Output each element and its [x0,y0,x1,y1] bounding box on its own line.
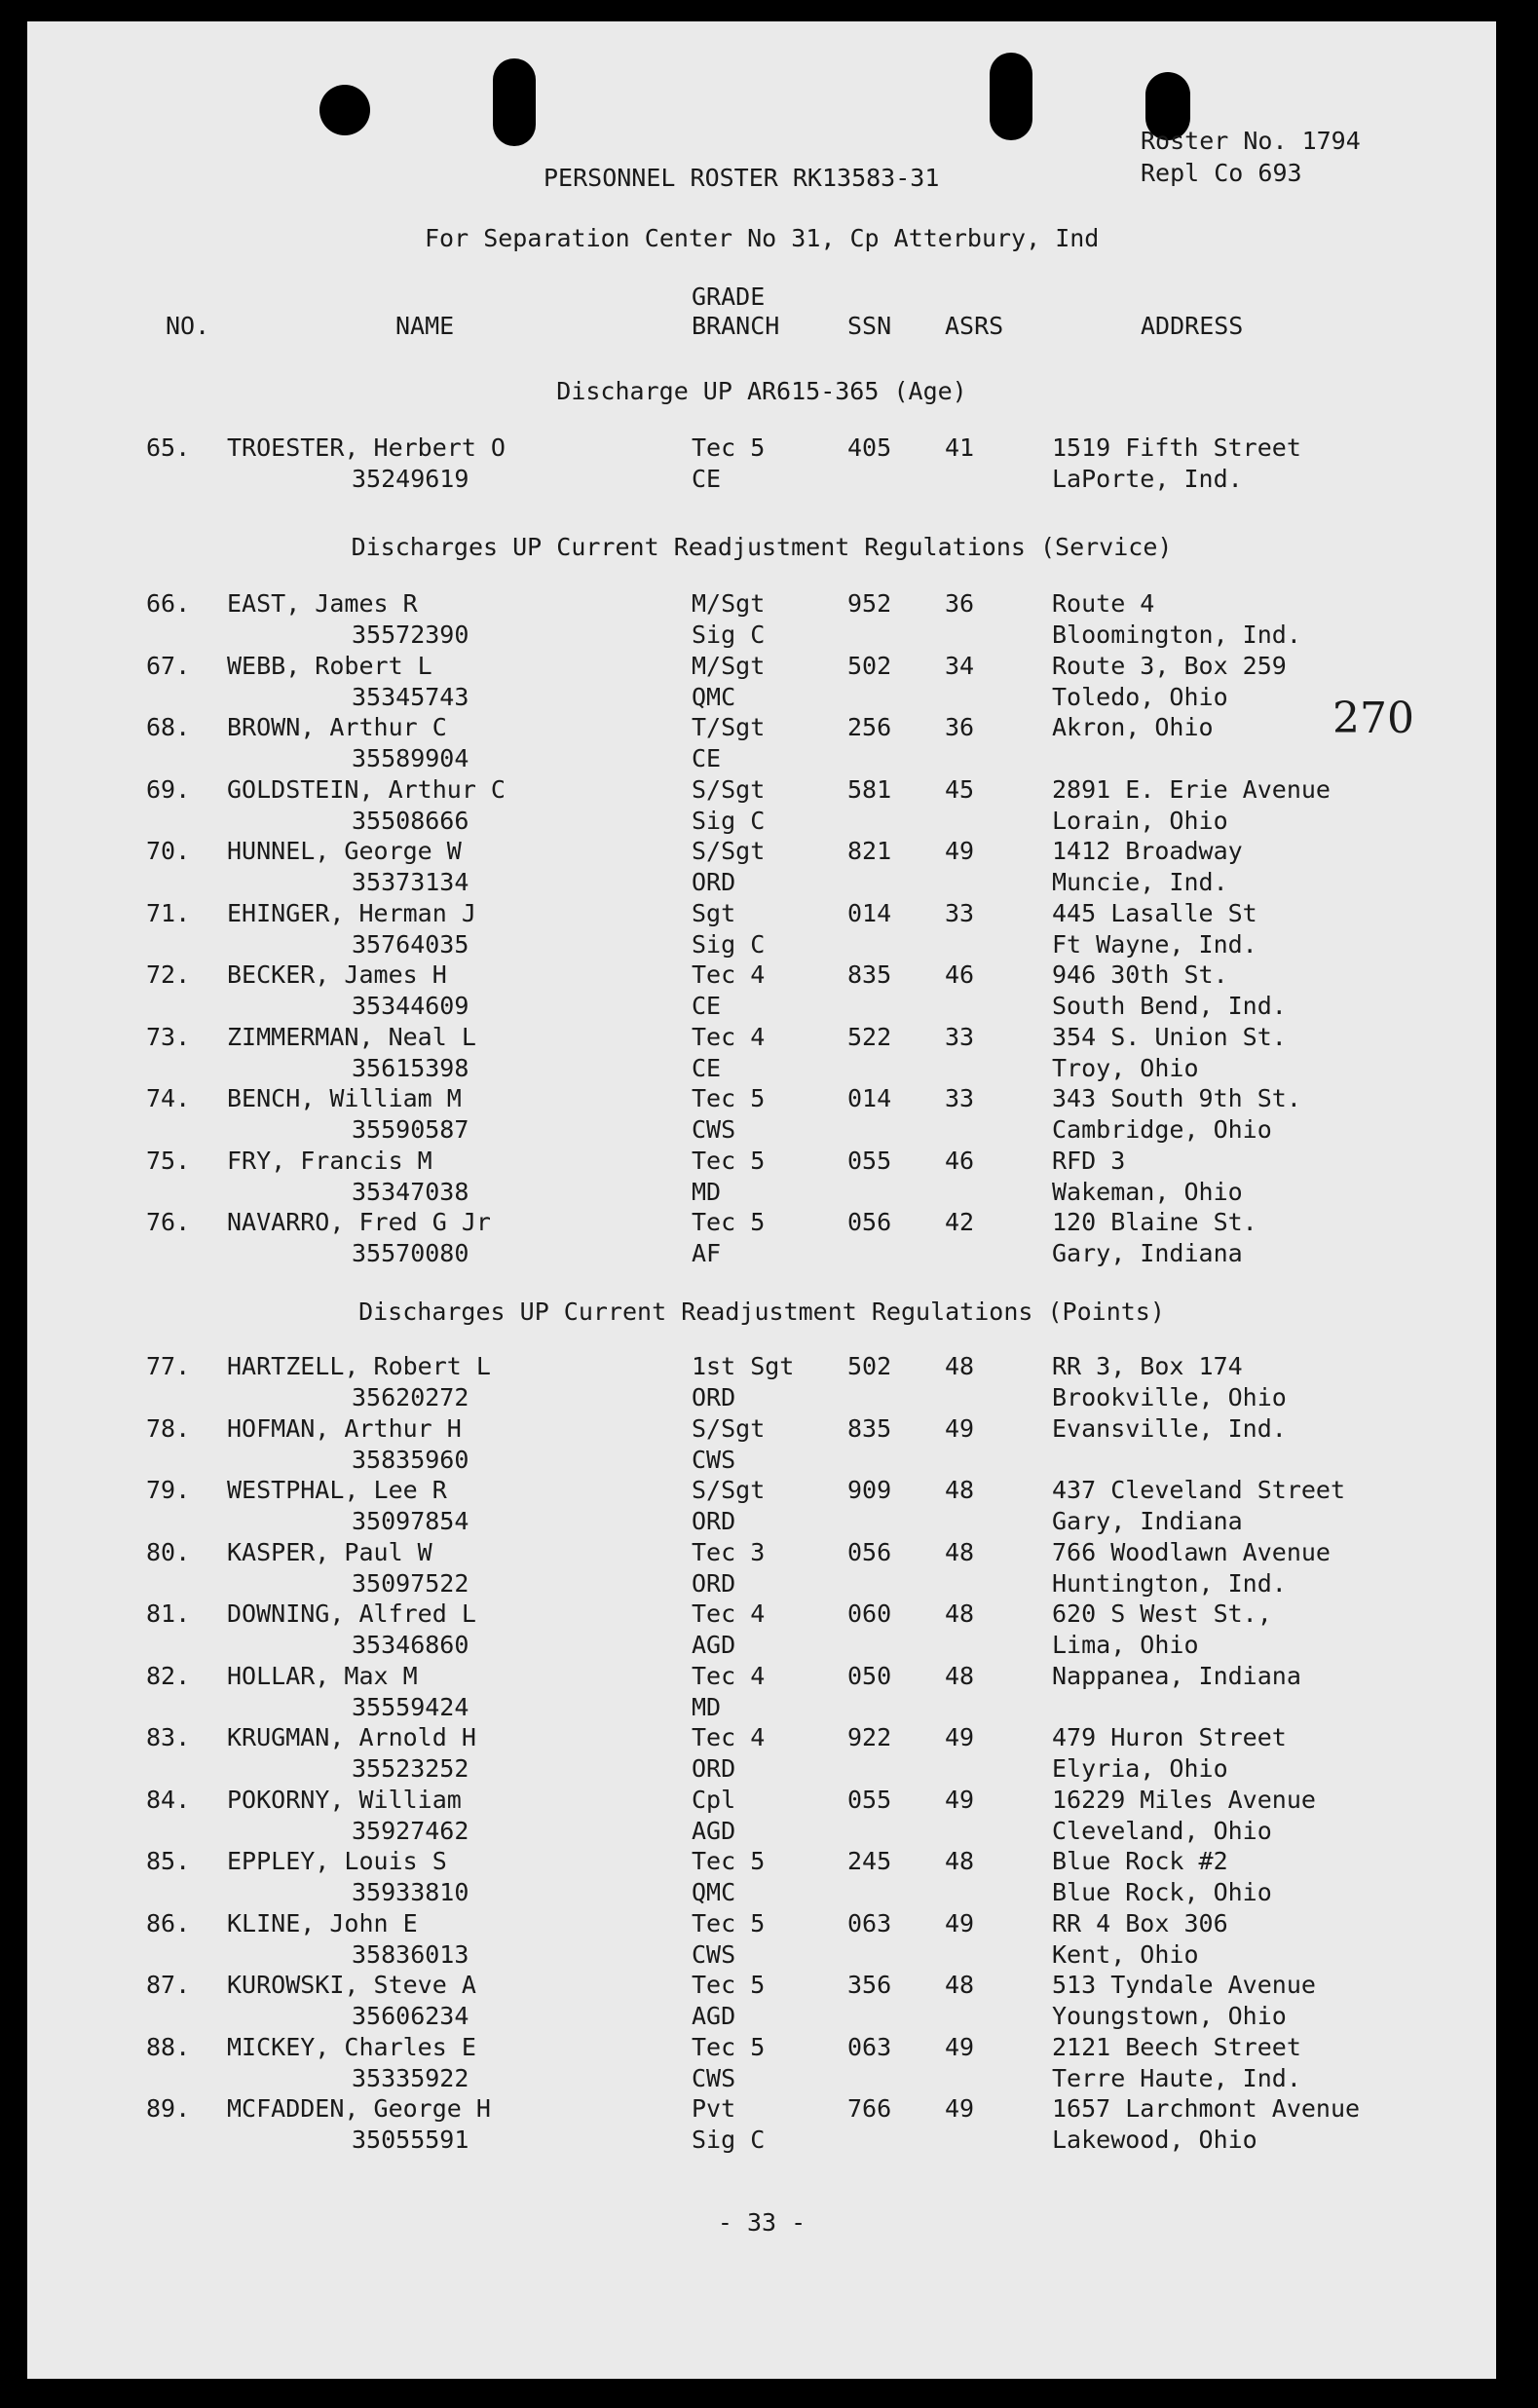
branch: CWS [692,1445,736,1474]
section-heading: Discharge UP AR615-365 (Age) [556,377,967,405]
serial-number: 35589904 [352,744,469,772]
branch: CWS [692,1115,736,1144]
soldier-name: EHINGER, Herman J [227,898,476,927]
address-line-2: Cleveland, Ohio [1052,1816,1272,1845]
asrs-score: 46 [945,1146,975,1175]
grade: Tec 5 [692,1971,766,1999]
roster-row [27,435,1496,498]
address-line-2: Huntington, Ind. [1052,1568,1287,1598]
serial-number: 35606234 [352,2002,469,2030]
grade: Cpl [692,1785,736,1814]
roster-row [27,1601,1496,1664]
address-line-2: Toledo, Ohio [1052,682,1228,711]
soldier-name: NAVARRO, Fred G Jr [227,1208,491,1236]
address-line-1: 445 Lasalle St [1052,898,1257,927]
serial-number: 35927462 [352,1816,469,1845]
ssn: 056 [847,1208,892,1236]
address-line-2: Troy, Ohio [1052,1053,1199,1082]
asrs-score: 36 [945,589,975,618]
asrs-score: 33 [945,1022,975,1051]
asrs-score: 33 [945,898,975,927]
asrs-score: 42 [945,1208,975,1236]
entry-number: 65. [146,433,191,462]
asrs-score: 48 [945,1847,975,1875]
address-line-1: Blue Rock #2 [1052,1847,1228,1875]
address-line-2: Terre Haute, Ind. [1052,2063,1301,2092]
grade: S/Sgt [692,837,766,865]
address-line-1: 620 S West St., [1052,1599,1272,1628]
asrs-score: 49 [945,1785,975,1814]
serial-number: 35620272 [352,1383,469,1411]
serial-number: 35335922 [352,2063,469,2092]
roster-row [27,962,1496,1025]
entry-number: 82. [146,1661,191,1690]
col-header-ssn: SSN [847,312,892,340]
entry-number: 87. [146,1971,191,1999]
grade: S/Sgt [692,774,766,804]
branch: Sig C [692,929,766,959]
col-header-address: ADDRESS [1141,312,1244,340]
ssn: 821 [847,837,892,865]
serial-number: 35835960 [352,1445,469,1474]
punch-hole [319,85,370,135]
soldier-name: WEBB, Robert L [227,651,432,680]
address-line-2: LaPorte, Ind. [1052,465,1243,493]
address-line-1: Akron, Ohio [1052,713,1214,741]
soldier-name: KASPER, Paul W [227,1537,432,1566]
address-line-1: 2121 Beech Street [1052,2032,1301,2061]
address-line-2: Youngstown, Ohio [1052,2002,1287,2030]
roster-row [27,591,1496,654]
roster-row [27,715,1496,777]
entry-number: 78. [146,1413,191,1443]
col-header-branch: BRANCH [692,312,780,340]
grade: S/Sgt [692,1413,766,1443]
roster-row [27,1908,1496,1974]
branch: ORD [692,1383,736,1411]
address-line-2: Gary, Indiana [1052,1239,1243,1267]
grade: 1st Sgt [692,1352,795,1380]
grade: Tec 5 [692,2032,766,2061]
address-line-1: 479 Huron Street [1052,1723,1287,1751]
entry-number: 84. [146,1785,191,1814]
roster-row [27,1973,1496,2035]
grade: Tec 4 [692,1599,766,1628]
asrs-score: 49 [945,2094,975,2123]
address-line-2: Muncie, Ind. [1052,868,1228,896]
address-line-2: Lorain, Ohio [1052,806,1228,835]
asrs-score: 48 [945,1661,975,1690]
serial-number: 35347038 [352,1177,469,1206]
serial-number: 35764035 [352,929,469,959]
serial-number: 35373134 [352,868,469,896]
soldier-name: FRY, Francis M [227,1146,432,1175]
serial-number: 35097522 [352,1568,469,1598]
entry-number: 74. [146,1084,191,1112]
grade: Tec 4 [692,960,766,989]
grade: Tec 5 [692,1908,766,1938]
address-line-1: 16229 Miles Avenue [1052,1785,1316,1814]
roster-row [27,839,1496,901]
section-heading: Discharges UP Current Readjustment Regulations (Service) [351,533,1173,561]
soldier-name: EPPLEY, Louis S [227,1847,447,1875]
grade: Tec 4 [692,1661,766,1690]
branch: QMC [692,1878,736,1906]
entry-number: 70. [146,837,191,865]
soldier-name: HOLLAR, Max M [227,1661,418,1690]
address-line-1: RFD 3 [1052,1146,1126,1175]
address-line-2: Gary, Indiana [1052,1507,1243,1535]
asrs-score: 48 [945,1476,975,1504]
entry-number: 76. [146,1208,191,1236]
soldier-name: MICKEY, Charles E [227,2032,476,2061]
col-header-grade: GRADE [692,282,766,311]
ssn: 522 [847,1022,892,1051]
col-header-name: NAME [395,312,455,340]
ssn: 356 [847,1971,892,1999]
entry-number: 89. [146,2094,191,2123]
entry-number: 79. [146,1476,191,1504]
address-line-1: Evansville, Ind. [1052,1413,1287,1443]
grade: T/Sgt [692,713,766,741]
soldier-name: ZIMMERMAN, Neal L [227,1022,476,1051]
soldier-name: WESTPHAL, Lee R [227,1476,447,1504]
branch: Sig C [692,621,766,649]
roster-row [27,1537,1496,1602]
entry-number: 72. [146,960,191,989]
serial-number: 35572390 [352,621,469,649]
serial-number: 35836013 [352,1939,469,1969]
branch: CE [692,744,722,772]
serial-number: 35345743 [352,682,469,711]
roster-row [27,2096,1496,2159]
branch: ORD [692,1507,736,1535]
roster-row [27,898,1496,963]
address-line-2: Lima, Ohio [1052,1631,1199,1659]
serial-number: 35590587 [352,1115,469,1144]
entry-number: 85. [146,1847,191,1875]
asrs-score: 49 [945,1723,975,1751]
soldier-name: TROESTER, Herbert O [227,433,506,462]
serial-number: 35097854 [352,1507,469,1535]
soldier-name: HUNNEL, George W [227,837,462,865]
soldier-name: BENCH, William M [227,1084,462,1112]
roster-row [27,1478,1496,1540]
entry-number: 66. [146,589,191,618]
soldier-name: EAST, James R [227,589,418,618]
asrs-score: 48 [945,1599,975,1628]
branch: CWS [692,2063,736,2092]
soldier-name: HOFMAN, Arthur H [227,1413,462,1443]
address-line-1: 2891 E. Erie Avenue [1052,774,1331,804]
asrs-score: 49 [945,2032,975,2061]
roster-number: Roster No. 1794 [1141,127,1361,155]
entry-number: 68. [146,713,191,741]
margin-mark: 270 [1332,694,1414,743]
replacement-company: Repl Co 693 [1141,159,1302,187]
entry-number: 69. [146,774,191,804]
entry-number: 83. [146,1723,191,1751]
branch: AGD [692,2002,736,2030]
branch: ORD [692,1754,736,1783]
grade: Tec 5 [692,1146,766,1175]
soldier-name: KLINE, John E [227,1908,418,1938]
soldier-name: KUROWSKI, Steve A [227,1971,476,1999]
roster-row [27,1354,1496,1416]
roster-row [27,1210,1496,1272]
grade: Tec 5 [692,1847,766,1875]
roster-row [27,1148,1496,1211]
address-line-1: 946 30th St. [1052,960,1228,989]
serial-number: 35615398 [352,1053,469,1082]
ssn: 766 [847,2094,892,2123]
ssn: 909 [847,1476,892,1504]
branch: AF [692,1239,722,1267]
branch: Sig C [692,2126,766,2154]
ssn: 581 [847,774,892,804]
ssn: 063 [847,1908,892,1938]
ssn: 056 [847,1537,892,1566]
branch: CWS [692,1939,736,1969]
address-line-1: Route 4 [1052,589,1155,618]
grade: Tec 5 [692,433,766,462]
grade: M/Sgt [692,589,766,618]
entry-number: 67. [146,651,191,680]
page-number: - 33 - [717,2208,807,2237]
entry-number: 71. [146,898,191,927]
address-line-2: Bloomington, Ind. [1052,621,1301,649]
grade: Tec 5 [692,1084,766,1112]
branch: CE [692,992,722,1020]
col-header-no: NO. [166,312,210,340]
serial-number: 35344609 [352,992,469,1020]
serial-number: 35346860 [352,1631,469,1659]
soldier-name: HARTZELL, Robert L [227,1352,491,1380]
grade: Pvt [692,2094,736,2123]
serial-number: 35055591 [352,2126,469,2154]
ssn: 014 [847,1084,892,1112]
address-line-1: 513 Tyndale Avenue [1052,1971,1316,1999]
asrs-score: 34 [945,651,975,680]
branch: CE [692,465,722,493]
branch: QMC [692,682,736,711]
roster-row [27,1787,1496,1850]
serial-number: 35249619 [352,465,469,493]
grade: Tec 4 [692,1022,766,1051]
soldier-name: BROWN, Arthur C [227,713,447,741]
asrs-score: 49 [945,837,975,865]
ssn: 256 [847,713,892,741]
serial-number: 35508666 [352,806,469,835]
soldier-name: POKORNY, William [227,1785,462,1814]
asrs-score: 45 [945,774,975,804]
asrs-score: 33 [945,1084,975,1112]
ssn: 835 [847,960,892,989]
entry-number: 75. [146,1146,191,1175]
roster-row [27,651,1496,716]
ssn: 055 [847,1146,892,1175]
address-line-1: 354 S. Union St. [1052,1022,1287,1051]
roster-row [27,2032,1496,2097]
address-line-1: RR 4 Box 306 [1052,1908,1228,1938]
roster-title: PERSONNEL ROSTER RK13583-31 [544,164,940,192]
serial-number: 35523252 [352,1754,469,1783]
grade: S/Sgt [692,1476,766,1504]
address-line-1: 766 Woodlawn Avenue [1052,1537,1331,1566]
entry-number: 80. [146,1537,191,1566]
col-header-asrs: ASRS [945,312,1004,340]
branch: MD [692,1177,722,1206]
asrs-score: 41 [945,433,975,462]
address-line-1: Route 3, Box 259 [1052,651,1287,680]
entry-number: 88. [146,2032,191,2061]
asrs-score: 48 [945,1971,975,1999]
address-line-1: 1657 Larchmont Avenue [1052,2094,1361,2123]
soldier-name: MCFADDEN, George H [227,2094,491,2123]
roster-row [27,774,1496,840]
ssn: 835 [847,1413,892,1443]
address-line-1: 343 South 9th St. [1052,1084,1301,1112]
address-line-2: Cambridge, Ohio [1052,1115,1272,1144]
branch: ORD [692,868,736,896]
asrs-score: 48 [945,1352,975,1380]
ssn: 060 [847,1599,892,1628]
grade: Sgt [692,898,736,927]
serial-number: 35559424 [352,1692,469,1721]
entry-number: 77. [146,1352,191,1380]
punch-hole [493,58,536,146]
entry-number: 81. [146,1599,191,1628]
branch: Sig C [692,806,766,835]
address-line-2: Elyria, Ohio [1052,1754,1228,1783]
address-line-1: 437 Cleveland Street [1052,1476,1346,1504]
address-line-2: Blue Rock, Ohio [1052,1878,1272,1906]
ssn: 502 [847,651,892,680]
entry-number: 86. [146,1908,191,1938]
address-line-2: Kent, Ohio [1052,1939,1199,1969]
roster-row [27,1022,1496,1087]
asrs-score: 49 [945,1908,975,1938]
roster-row [27,1661,1496,1726]
address-line-1: 1519 Fifth Street [1052,433,1301,462]
asrs-score: 49 [945,1413,975,1443]
branch: CE [692,1053,722,1082]
asrs-score: 48 [945,1537,975,1566]
soldier-name: DOWNING, Alfred L [227,1599,476,1628]
roster-row [27,1413,1496,1479]
roster-subtitle: For Separation Center No 31, Cp Atterbury, Ind [425,224,1100,252]
branch: ORD [692,1568,736,1598]
branch: AGD [692,1816,736,1845]
ssn: 405 [847,433,892,462]
ssn: 952 [847,589,892,618]
grade: M/Sgt [692,651,766,680]
section-heading: Discharges UP Current Readjustment Regulations (Points) [358,1298,1165,1326]
address-line-2: South Bend, Ind. [1052,992,1287,1020]
ssn: 502 [847,1352,892,1380]
grade: Tec 3 [692,1537,766,1566]
roster-row [27,1849,1496,1911]
ssn: 245 [847,1847,892,1875]
serial-number: 35933810 [352,1878,469,1906]
roster-row [27,1725,1496,1787]
address-line-1: 1412 Broadway [1052,837,1243,865]
grade: Tec 5 [692,1208,766,1236]
soldier-name: BECKER, James H [227,960,447,989]
ssn: 922 [847,1723,892,1751]
address-line-1: Nappanea, Indiana [1052,1661,1301,1690]
address-line-2: Brookville, Ohio [1052,1383,1287,1411]
asrs-score: 46 [945,960,975,989]
address-line-1: 120 Blaine St. [1052,1208,1257,1236]
address-line-2: Wakeman, Ohio [1052,1177,1243,1206]
ssn: 014 [847,898,892,927]
address-line-2: Ft Wayne, Ind. [1052,929,1257,959]
ssn: 055 [847,1785,892,1814]
ssn: 063 [847,2032,892,2061]
serial-number: 35570080 [352,1239,469,1267]
address-line-1: RR 3, Box 174 [1052,1352,1243,1380]
address-line-2: Lakewood, Ohio [1052,2126,1257,2154]
punch-hole [990,53,1032,140]
grade: Tec 4 [692,1723,766,1751]
soldier-name: GOLDSTEIN, Arthur C [227,774,506,804]
branch: AGD [692,1631,736,1659]
entry-number: 73. [146,1022,191,1051]
ssn: 050 [847,1661,892,1690]
roster-page [27,21,1496,2379]
soldier-name: KRUGMAN, Arnold H [227,1723,476,1751]
roster-row [27,1086,1496,1148]
asrs-score: 36 [945,713,975,741]
branch: MD [692,1692,722,1721]
